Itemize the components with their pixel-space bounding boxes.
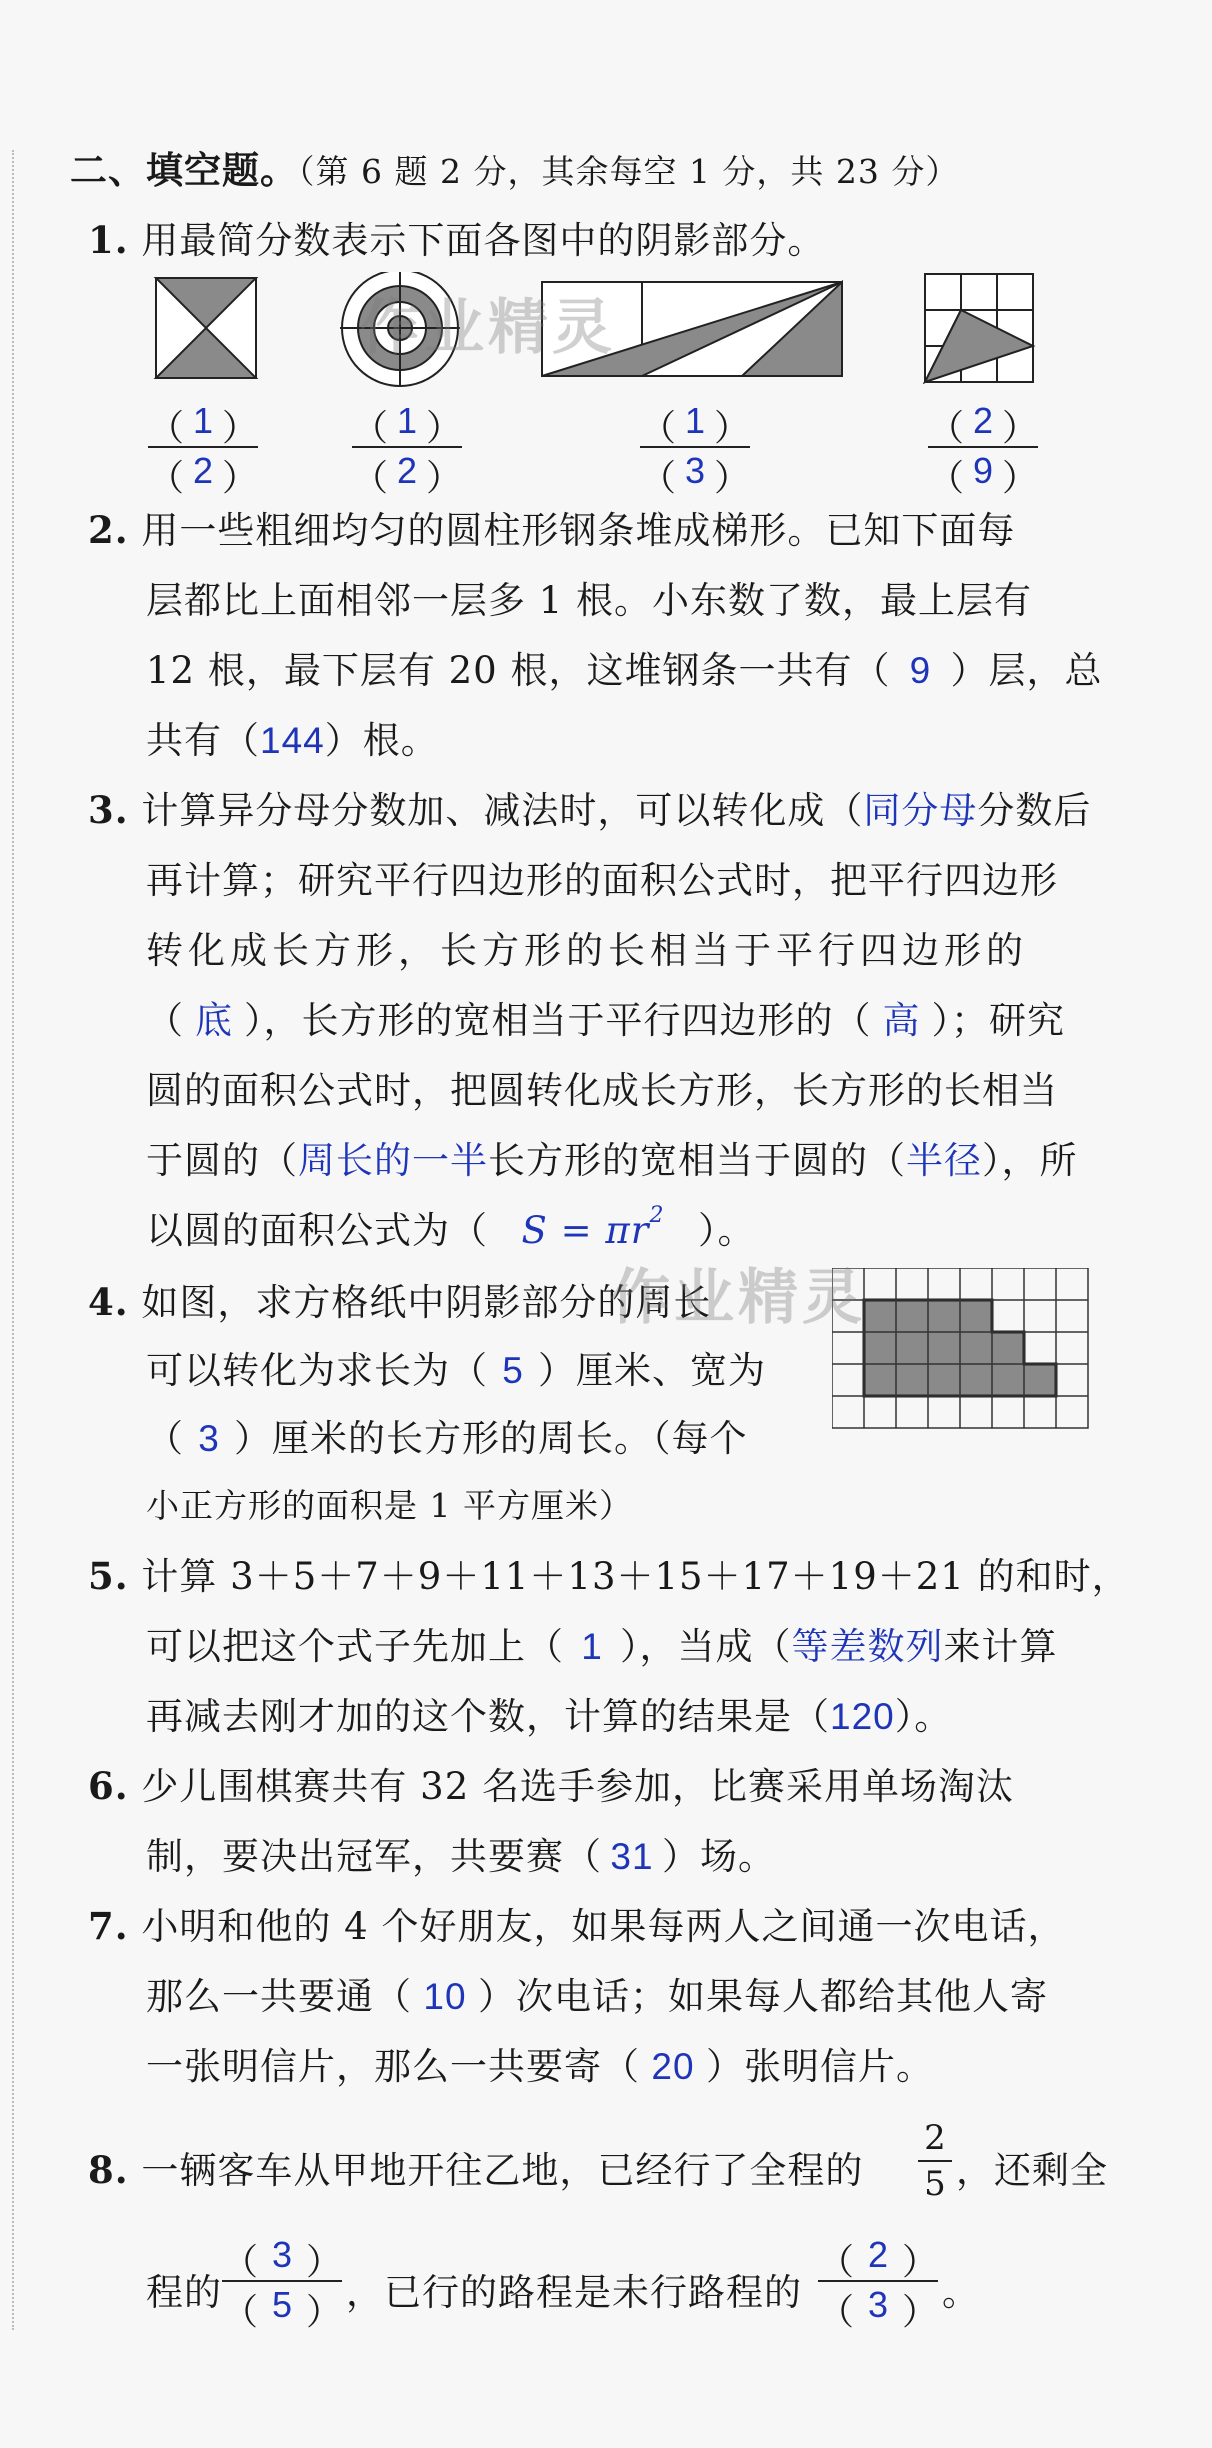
- question-number: 2.: [88, 508, 129, 552]
- answer-common-denominator: 同分母: [863, 790, 978, 831]
- line-text: 制，要决出冠军，共要赛（: [146, 1835, 602, 1878]
- question-3-line-1: [88, 780, 1091, 834]
- question-4-line-3: [146, 1408, 748, 1462]
- line-text: 一辆客车从甲地开往乙地，已经行了全程的: [141, 2149, 864, 2192]
- line-text: 那么一共要通（: [146, 1975, 412, 2018]
- line-text: 以圆的面积公式为（: [146, 1209, 488, 1252]
- answer-total: 144: [260, 720, 325, 761]
- line-text: ）根。: [324, 719, 439, 762]
- answer-add-number: 1: [581, 1626, 603, 1667]
- numerator: 2: [972, 400, 994, 441]
- line-text: 计算异分母分数加、减法时，可以转化成（: [141, 789, 864, 832]
- line-text: ）厘米、宽为: [538, 1349, 766, 1392]
- numerator: 1: [396, 400, 418, 441]
- line-text: ），所: [982, 1139, 1078, 1182]
- line-text: 一张明信片，那么一共要寄（: [146, 2045, 640, 2088]
- line-text: 用一些粗细均匀的圆柱形钢条堆成梯形。已知下面每: [141, 509, 1016, 552]
- line-text: ）层，总: [950, 649, 1103, 692]
- question-4-line-4: 小正方形的面积是 1 平方厘米）: [146, 1486, 633, 1525]
- figure-grid-triangle: [925, 274, 1033, 382]
- line-text: 12 根，最下层有 20 根，这堆钢条一共有（: [146, 649, 891, 692]
- question-2-line-4: [146, 710, 439, 764]
- fraction-answer-1: （ 1 ） （ 2 ）: [148, 400, 258, 499]
- question-number: 8.: [88, 2148, 129, 2192]
- line-text: 共有（: [146, 719, 260, 762]
- answer-calls: 10: [423, 1976, 467, 2017]
- answer-length: 5: [502, 1350, 524, 1391]
- watermark-top: 作业精灵: [360, 293, 616, 363]
- line-text: 少儿围棋赛共有 32 名选手参加，比赛采用单场淘汰: [141, 1765, 1015, 1808]
- question-number: 5.: [88, 1554, 129, 1598]
- question-7-line-1: [88, 1896, 1065, 1950]
- answer-radius: 半径: [906, 1140, 982, 1181]
- question-1: [88, 210, 825, 264]
- line-text: 再减去刚才加的这个数，计算的结果是（: [146, 1695, 830, 1738]
- question-number: 1.: [88, 218, 129, 262]
- question-5-line-1: [88, 1546, 1130, 1600]
- line-text: ）；研究: [931, 999, 1065, 1042]
- question-3-line-6: [146, 1130, 1078, 1184]
- denominator: 2: [396, 450, 418, 491]
- formula-text: S = πr: [521, 1209, 650, 1252]
- numerator: 1: [684, 400, 706, 441]
- section-heading: [70, 140, 959, 194]
- denominator: 5: [924, 2164, 946, 2204]
- answer-width: 3: [198, 1418, 220, 1459]
- question-2-line-1: [88, 500, 1015, 554]
- line-text: 小明和他的 4 个好朋友，如果每两人之间通一次电话，: [141, 1905, 1066, 1948]
- section-note: （第 6 题 2 分，其余每空 1 分，共 23 分）: [298, 152, 960, 191]
- question-number: 7.: [88, 1904, 129, 1948]
- numerator: 1: [192, 400, 214, 441]
- answer-layers: 9: [909, 650, 932, 691]
- answer-postcards: 20: [651, 2046, 695, 2087]
- fraction-answer-3: （ 1 ） （ 3 ）: [640, 400, 750, 499]
- watermark-middle: 作业精灵: [610, 1263, 866, 1333]
- q4-grid-figure: [832, 1268, 1102, 1432]
- line-text: 于圆的（: [146, 1139, 298, 1182]
- question-3-line-3: 转化成长方形，长方形的长相当于平行四边形的: [146, 929, 1028, 972]
- question-3-line-5: 圆的面积公式时，把圆转化成长方形，长方形的长相当: [146, 1069, 1058, 1112]
- denominator: 2: [192, 450, 214, 491]
- line-text: ）。: [698, 1209, 756, 1252]
- line-text: 如图，求方格纸中阴影部分的周长: [141, 1281, 712, 1324]
- question-7-line-2: [146, 1966, 1048, 2020]
- figure-square-diagonals: [156, 278, 256, 378]
- line-text: 来计算: [943, 1625, 1058, 1668]
- answer-ratio-fraction: （ 2 ） （ 3 ）: [818, 2234, 938, 2333]
- question-3-line-4: [146, 990, 1065, 1044]
- given-fraction: [918, 2118, 952, 2204]
- numerator: 2: [924, 2118, 946, 2158]
- fraction-answer-4: （ 2 ） （ 9 ）: [928, 400, 1038, 499]
- line-text: 可以把这个式子先加上（: [146, 1625, 564, 1668]
- line-text: ），当成（: [620, 1625, 792, 1668]
- numerator: 2: [867, 2234, 889, 2275]
- margin-dotted-line: [12, 150, 14, 2330]
- line-text: 计算 3＋5＋7＋9＋11＋13＋15＋17＋19＋21 的和时，: [141, 1555, 1130, 1598]
- question-5-line-3: [146, 1686, 952, 1740]
- line-text: ）场。: [662, 1835, 776, 1878]
- answer-base: 底: [195, 1000, 233, 1041]
- section-title: 二、填空题。: [70, 148, 298, 192]
- answer-remaining-fraction: （ 3 ） （ 5 ）: [222, 2234, 342, 2333]
- question-2-line-2: 层都比上面相邻一层多 1 根。小东数了数，最上层有: [146, 579, 1033, 622]
- fraction-answer-2: （ 1 ） （ 2 ）: [352, 400, 462, 499]
- question-5-line-2: [146, 1616, 1058, 1670]
- question-8-line-2-end: 。: [942, 2271, 980, 2314]
- question-number: 6.: [88, 1764, 129, 1808]
- answer-matches: 31: [610, 1836, 654, 1877]
- question-8-line-1: [88, 2140, 863, 2194]
- question-8-line-2-start: 程的: [146, 2271, 222, 2314]
- answer-sequence-type: 等差数列: [791, 1626, 944, 1667]
- question-text: 用最简分数表示下面各图中的阴影部分。: [141, 219, 826, 262]
- question-3-line-2: 再计算；研究平行四边形的面积公式时，把平行四边形: [146, 859, 1058, 902]
- question-number: 3.: [88, 788, 129, 832]
- question-8-line-2-middle: ，已行的路程是未行路程的: [346, 2271, 802, 2314]
- line-text: ）厘米的长方形的周长。（每个: [234, 1417, 748, 1460]
- line-text: 分数后: [977, 789, 1092, 832]
- question-3-line-7: [146, 1200, 756, 1254]
- line-text: （: [146, 1417, 184, 1460]
- numerator: 3: [271, 2234, 293, 2275]
- line-text: ）次电话；如果每人都给其他人寄: [478, 1975, 1048, 2018]
- line-text: ），长方形的宽相当于平行四边形的（: [244, 999, 872, 1042]
- question-2-line-3: [146, 640, 1102, 694]
- line-text: 可以转化为求长为（: [146, 1349, 488, 1392]
- denominator: 9: [972, 450, 994, 491]
- line-text: ）张明信片。: [706, 2045, 934, 2088]
- answer-half-circumference: 周长的一半: [298, 1140, 488, 1181]
- question-4-line-2: [146, 1340, 766, 1394]
- question-8-line-1-end: ，还剩全: [956, 2149, 1108, 2192]
- answer-height: 高: [882, 1000, 921, 1041]
- answer-circle-area-formula: [488, 1203, 698, 1252]
- line-text: ）。: [894, 1695, 953, 1738]
- question-6-line-1: [88, 1756, 1014, 1810]
- denominator: 5: [271, 2284, 293, 2325]
- denominator: 3: [867, 2284, 889, 2325]
- line-text: （: [146, 999, 184, 1042]
- formula-exponent: 2: [649, 1203, 665, 1228]
- line-text: 长方形的宽相当于圆的（: [488, 1139, 906, 1182]
- answer-result: 120: [830, 1696, 895, 1737]
- denominator: 3: [684, 450, 706, 491]
- question-6-line-2: [146, 1826, 776, 1880]
- question-7-line-3: [146, 2036, 934, 2090]
- question-number: 4.: [88, 1280, 129, 1324]
